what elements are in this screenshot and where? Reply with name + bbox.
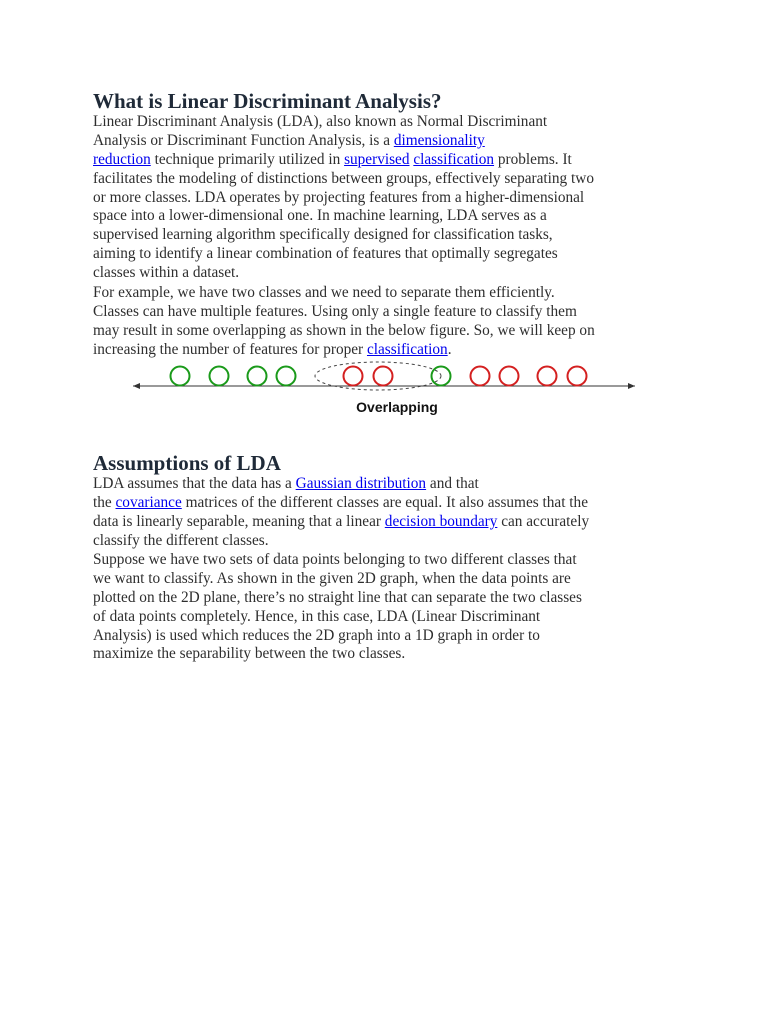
link-classification[interactable]: classification [413,150,495,168]
text-line: may result in some overlapping as shown in the below figure. So, we will keep on [93,321,595,339]
paragraph-lda-definition [93,113,693,283]
section-title-assumptions: Assumptions of LDA [93,451,281,475]
text-line: the covariance matrices of the different classes are equal. It also assumes that the [93,493,588,511]
red-class-point [374,367,393,386]
overlapping-label: Overlapping [356,399,438,415]
text-line: Analysis) is used which reduces the 2D graph into a 1D graph in order to [93,626,540,644]
link-dimensionality-reduction-cont[interactable]: reduction [93,150,151,168]
text-line: plotted on the 2D plane, there’s no straight line that can separate the two classes [93,588,582,606]
link-gaussian-distribution[interactable]: Gaussian distribution [295,475,427,492]
text-line: classify the different classes. [93,531,269,549]
link-supervised[interactable]: supervised [344,150,410,168]
red-class-point [538,367,557,386]
text-line: or more classes. LDA operates by projecting features from a higher-dimensional [93,188,585,206]
text-line: maximize the separability between the two classes. [93,645,406,663]
text-line: reduction technique primarily utilized in supervised classification problems. It [93,150,572,168]
text-line: classes within a dataset. [93,264,240,282]
data-points [171,367,587,386]
paragraph-2d-example [93,551,693,664]
text-line: increasing the number of features for proper classification. [93,340,452,358]
link-classification-2[interactable]: classification [366,340,448,358]
section-title-lda: What is Linear Discriminant Analysis? [93,89,442,113]
green-class-point [248,367,267,386]
text-line: Analysis or Discriminant Function Analysis, is a dimensionality [93,131,485,149]
green-class-point [277,367,296,386]
text-line: we want to classify. As shown in the given 2D graph, when the data points are [93,569,571,587]
overlapping-figure [125,360,645,420]
text-line: Classes can have multiple features. Using only a single feature to classify them [93,302,577,320]
text-line: Linear Discriminant Analysis (LDA), also known as Normal Discriminant [93,113,548,130]
paragraph-lda-example [93,284,693,360]
text-line: For example, we have two classes and we need to separate them efficiently. [93,284,555,301]
text-line: of data points completely. Hence, in this case, LDA (Linear Discriminant [93,607,541,625]
text-line: Suppose we have two sets of data points belonging to two different classes that [93,551,577,568]
green-class-point [210,367,229,386]
text-line: LDA assumes that the data has a Gaussian distribution and that [93,475,479,492]
link-covariance[interactable]: covariance [115,493,182,511]
red-class-point [568,367,587,386]
red-class-point [471,367,490,386]
axis-right-arrow-icon [628,383,635,389]
paragraph-assumptions [93,475,693,551]
red-class-point [344,367,363,386]
text-line: facilitates the modeling of distinctions between groups, effectively separating two [93,169,594,187]
text-line: data is linearly separable, meaning that a linear decision boundary can accurately [93,512,590,530]
link-decision-boundary[interactable]: decision boundary [384,512,498,530]
overlapping-diagram [125,360,645,420]
green-class-point [171,367,190,386]
text-line: supervised learning algorithm specifically designed for classification tasks, [93,226,553,244]
link-dimensionality-reduction[interactable]: dimensionality [393,131,485,149]
text-line: space into a lower-dimensional one. In machine learning, LDA serves as a [93,207,547,225]
red-class-point [500,367,519,386]
axis-left-arrow-icon [133,383,140,389]
text-line: aiming to identify a linear combination of features that optimally segregates [93,245,558,263]
